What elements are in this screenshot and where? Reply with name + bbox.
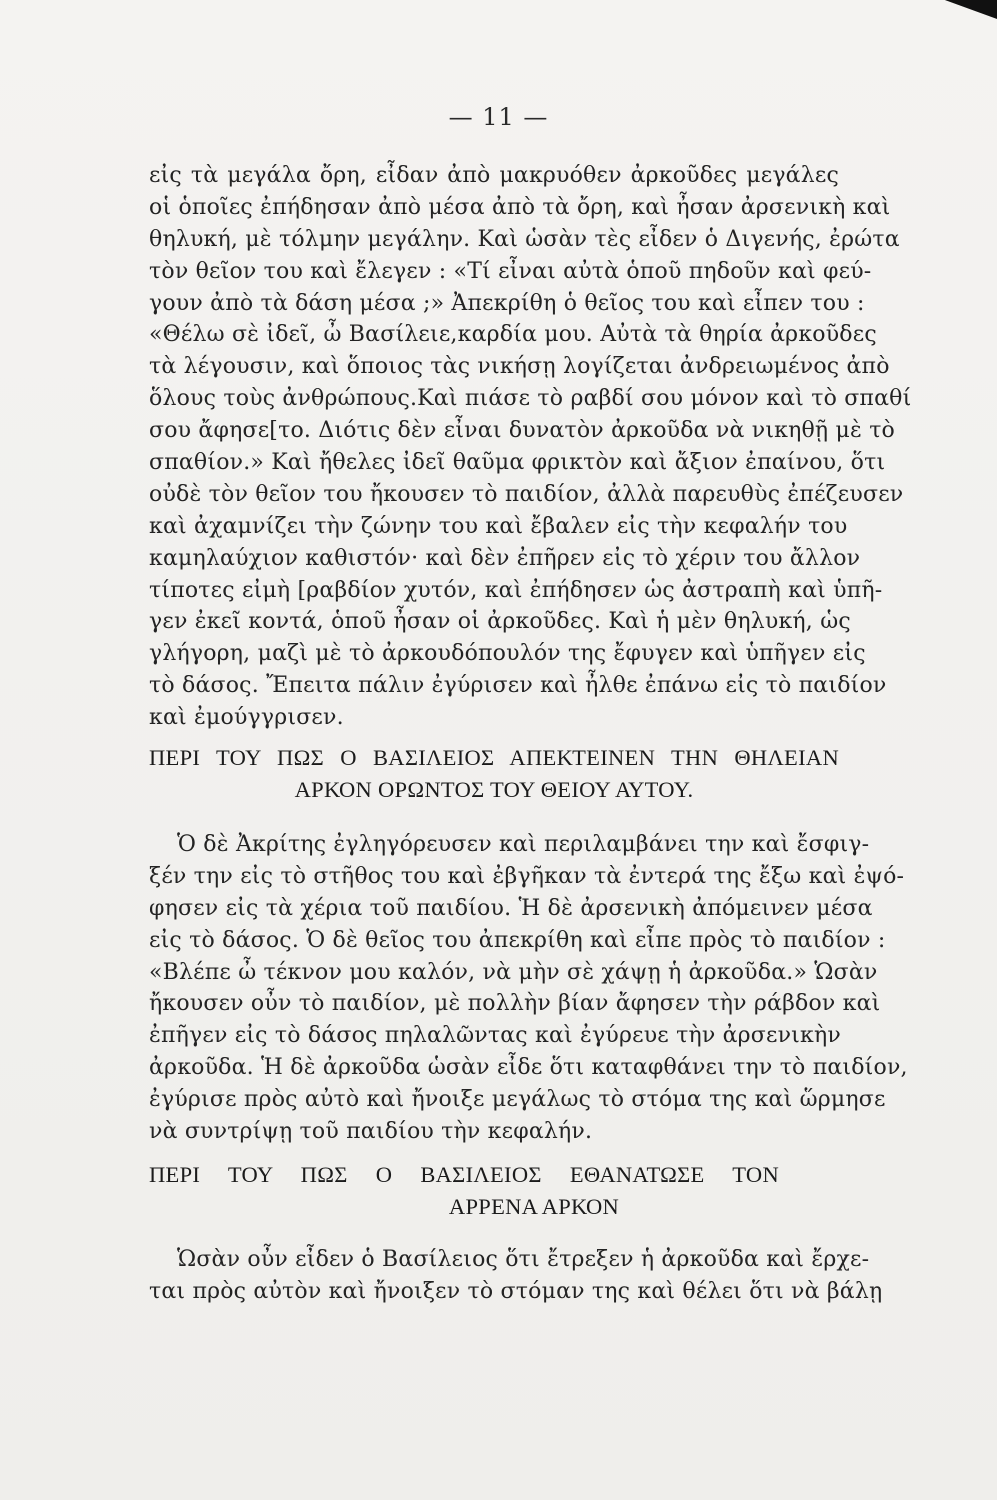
text-line: καμηλαύχιον καθιστόν· καὶ δὲν ἐπῆρεν εἰς τὸ χέριν του ἄλλον xyxy=(149,545,861,571)
heading-1 xyxy=(149,742,839,806)
scan-corner-shadow xyxy=(927,0,997,28)
text-line: τίποτες εἰμὴ [ραβδίον χυτόν, καὶ ἐπήδησεν ὡς ἀστραπὴ καὶ ὑπῆ- xyxy=(149,577,883,603)
text-line: θηλυκή, μὲ τόλμην μεγάλην. Καὶ ὡσὰν τὲς εἶδεν ὁ Διγενής, ἐρώτα xyxy=(149,226,900,252)
text-line: «Θέλω σὲ ἰδεῖ, ὦ Βασίλειε,καρδία μου. Αὐτὰ τὰ θηρία ἀρκοῦδες xyxy=(149,322,877,348)
text-line: Ὡσὰν οὖν εἶδεν ὁ Βασίλειος ὅτι ἔτρεξεν ἡ ἀρκοῦδα καὶ ἔρχε- xyxy=(177,1247,870,1272)
text-line: εἰς τὰ μεγάλα ὄρη, εἶδαν ἀπὸ μακρυόθεν ἀρκοῦδες μεγάλες xyxy=(149,163,839,188)
text-line: σπαθίον.» Καὶ ἤθελες ἰδεῖ θαῦμα φρικτὸν καὶ ἄξιον ἐπαίνου, ὅτι xyxy=(149,450,886,476)
text-line: εἰς τὸ δάσος. Ὁ δὲ θεῖος του ἀπεκρίθη καὶ εἶπε πρὸς τὸ παιδίον : xyxy=(149,927,886,953)
page-number: — 11 — xyxy=(448,103,549,131)
heading-2 xyxy=(149,1159,839,1223)
heading-1-line-2: ΑΡΚΟΝ ΟΡΩΝΤΟΣ ΤΟΥ ΘΕΙΟΥ ΑΥΤΟΥ. xyxy=(294,777,694,802)
text-line: Ὁ δὲ Ἀκρίτης ἐγληγόρευσεν καὶ περιλαμβάνει την καὶ ἔσφιγ- xyxy=(177,832,870,857)
text-line: οὐδὲ τὸν θεῖον του ἤκουσεν τὸ παιδίον, ἀλλὰ παρευθὺς ἐπέζευσεν xyxy=(149,481,904,507)
text-line: οἱ ὁποῖες ἐπήδησαν ἀπὸ μέσα ἀπὸ τὰ ὄρη, καὶ ἦσαν ἀρσενικὴ καὶ xyxy=(149,194,891,220)
heading-2-line-2: ΑΡΡΕΝΑ ΑΡΚΟΝ xyxy=(448,1194,620,1219)
text-line: νὰ συντρίψῃ τοῦ παιδίου τὴν κεφαλήν. xyxy=(149,1119,593,1145)
text-line: τὸν θεῖον του καὶ ἔλεγεν : «Τί εἶναι αὐτὰ ὁποῦ πηδοῦν καὶ φεύ- xyxy=(149,258,872,284)
text-line: σου ἄφησε[το. Διότις δὲν εἶναι δυνατὸν ἀρκοῦδα νὰ νικηθῇ μὲ τὸ xyxy=(149,418,896,444)
text-line: ἐγύρισε πρὸς αὐτὸ καὶ ἤνοιξε μεγάλως τὸ στόμα της καὶ ὥρμησε xyxy=(149,1087,886,1113)
paragraph-3 xyxy=(149,1244,883,1308)
text-line: ὅλους τοὺς ἀνθρώπους.Καὶ πιάσε τὸ ραβδί σου μόνον καὶ τὸ σπαθί xyxy=(149,386,912,412)
text-line: φησεν εἰς τὰ χέρια τοῦ παιδίου. Ἡ δὲ ἀρσενικὴ ἀπόμεινεν μέσα xyxy=(149,895,873,921)
text-line: ξέν την εἰς τὸ στῆθος του καὶ ἐβγῆκαν τὰ ἐντερά της ἔξω καὶ ἐψό- xyxy=(149,863,905,889)
text-line: καὶ ἀχαμνίζει τὴν ζώνην του καὶ ἔβαλεν εἰς τὴν κεφαλήν του xyxy=(149,513,848,539)
text-line: τὰ λέγουσιν, καὶ ὅποιος τὰς νικήσῃ λογίζεται ἀνδρειωμένος ἀπὸ xyxy=(149,354,890,380)
paragraph-1 xyxy=(149,160,912,734)
text-line: γουν ἀπὸ τὰ δάση μέσα ;» Ἀπεκρίθη ὁ θεῖος του καὶ εἶπεν του : xyxy=(149,290,865,316)
heading-1-line-1: ΠΕΡΙ ΤΟΥ ΠΩΣ Ο ΒΑΣΙΛΕΙΟΣ ΑΠΕΚΤΕΙΝΕΝ ΤΗΝ ΘΗΛΕΙΑΝ xyxy=(149,745,839,770)
text-line: γλήγορη, μαζὶ μὲ τὸ ἀρκουδόπουλόν της ἔφυγεν καὶ ὑπῆγεν εἰς xyxy=(149,641,866,667)
text-line: ται πρὸς αὐτὸν καὶ ἤνοιξεν τὸ στόμαν της καὶ θέλει ὅτι νὰ βάλῃ xyxy=(149,1278,883,1304)
text-line: τὸ δάσος. Ἔπειτα πάλιν ἐγύρισεν καὶ ἦλθε ἐπάνω εἰς τὸ παιδίον xyxy=(149,673,887,699)
text-line: γεν ἐκεῖ κοντά, ὁποῦ ἦσαν οἱ ἀρκοῦδες. Καὶ ἡ μὲν θηλυκή, ὡς xyxy=(149,609,851,635)
paragraph-2 xyxy=(149,829,908,1148)
text-line: «Βλέπε ὦ τέκνον μου καλόν, νὰ μὴν σὲ χάψῃ ἡ ἀρκοῦδα.» Ὡσὰν xyxy=(149,959,878,985)
text-line: καὶ ἐμούγγρισεν. xyxy=(149,705,344,731)
text-line: ἀρκοῦδα. Ἡ δὲ ἀρκοῦδα ὡσὰν εἶδε ὅτι καταφθάνει την τὸ παιδίον, xyxy=(149,1055,908,1081)
heading-2-line-1: ΠΕΡΙ ΤΟΥ ΠΩΣ Ο ΒΑΣΙΛΕΙΟΣ ΕΘΑΝΑΤΩΣΕ ΤΟΝ xyxy=(149,1162,779,1187)
text-line: ἤκουσεν οὖν τὸ παιδίον, μὲ πολλὴν βίαν ἄφησεν τὴν ράβδον καὶ xyxy=(149,991,881,1017)
text-line: ἐπῆγεν εἰς τὸ δάσος πηλαλῶντας καὶ ἐγύρευε τὴν ἀρσενικὴν xyxy=(149,1023,841,1049)
